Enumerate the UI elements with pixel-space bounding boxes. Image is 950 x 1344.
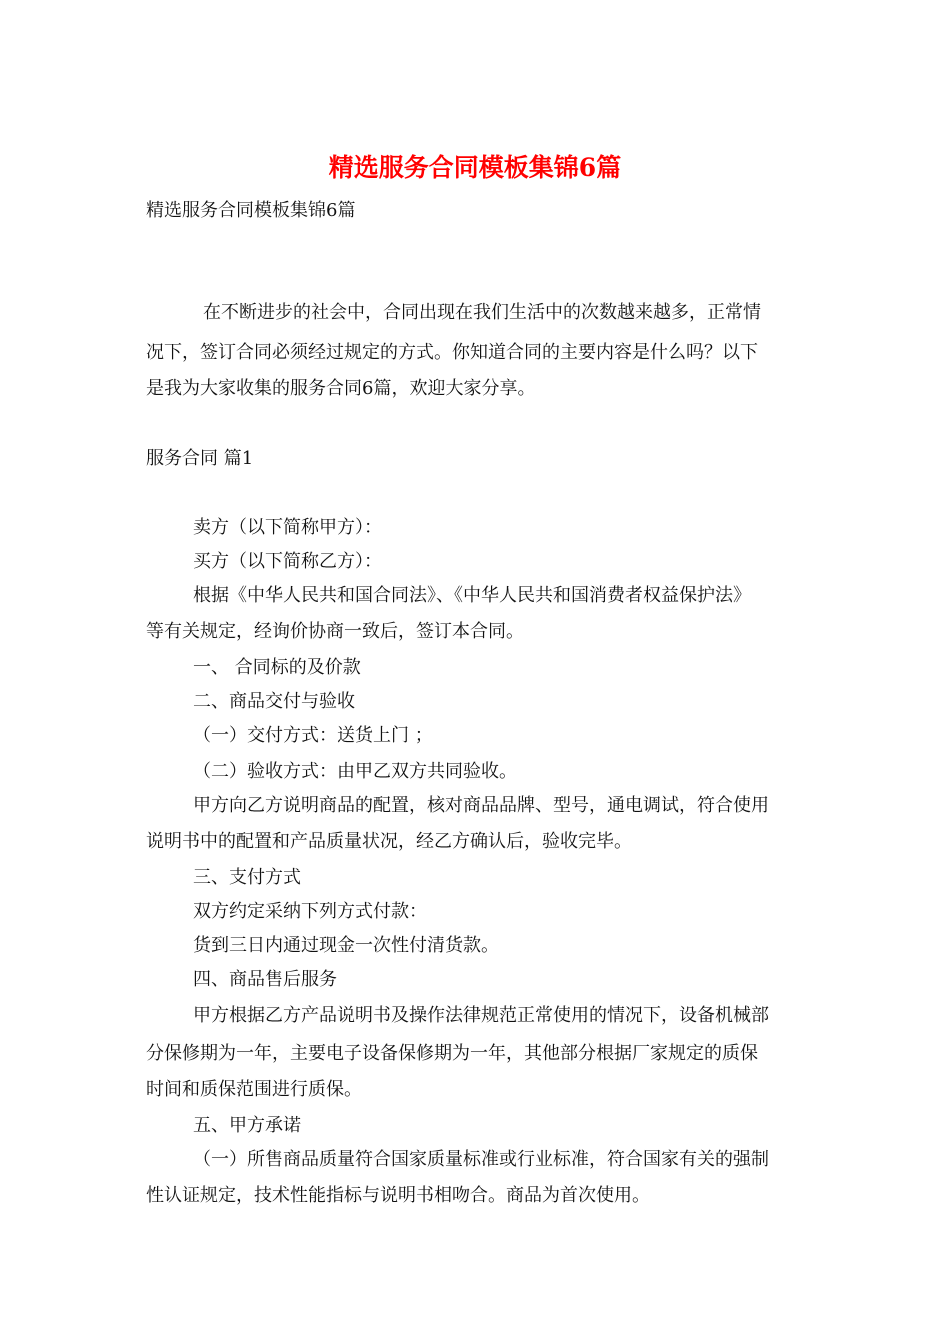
body-line: 二、商品交付与验收 [193,691,355,712]
intro-line-1: 在不断进步的社会中，合同出现在我们生活中的次数越来越多，正常情 [203,302,761,323]
intro-line-2: 况下，签订合同必须经过规定的方式。你知道合同的主要内容是什么吗？以下 [146,342,758,363]
body-line: （一）所售商品质量符合国家质量标准或行业标准，符合国家有关的强制 [193,1149,769,1170]
intro-line-3: 是我为大家收集的服务合同6篇，欢迎大家分享。 [146,378,536,399]
document-title: 精选服务合同模板集锦6篇 [328,153,622,182]
body-line: 一、 合同标的及价款 [193,657,361,678]
body-line: 四、商品售后服务 [193,969,337,990]
body-line: 五、甲方承诺 [193,1115,301,1136]
body-line: 分保修期为一年，主要电子设备保修期为一年，其他部分根据厂家规定的质保 [146,1043,758,1064]
body-line: 双方约定采纳下列方式付款： [193,901,427,922]
body-line: 时间和质保范围进行质保。 [146,1079,362,1100]
body-line: 性认证规定，技术性能指标与说明书相吻合。商品为首次使用。 [146,1185,650,1206]
document-subtitle: 精选服务合同模板集锦6篇 [146,200,356,221]
section-heading: 服务合同 篇1 [146,448,254,469]
body-line: 根据《中华人民共和国合同法》、《中华人民共和国消费者权益保护法》 [193,585,751,606]
body-line: 三、支付方式 [193,867,301,888]
body-line: 说明书中的配置和产品质量状况，经乙方确认后，验收完毕。 [146,831,632,852]
body-line: 等有关规定，经询价协商一致后，签订本合同。 [146,621,524,642]
body-line: 货到三日内通过现金一次性付清货款。 [193,935,499,956]
body-line: 甲方向乙方说明商品的配置，核对商品品牌、型号，通电调试，符合使用 [193,795,769,816]
body-line: （一）交付方式：送货上门 ； [193,725,433,746]
body-line: 买方（以下简称乙方）： [193,551,382,572]
body-line: 卖方（以下简称甲方）： [193,517,382,538]
body-line: 甲方根据乙方产品说明书及操作法律规范正常使用的情况下，设备机械部 [193,1005,769,1026]
body-line: （二）验收方式：由甲乙双方共同验收。 [193,761,517,782]
